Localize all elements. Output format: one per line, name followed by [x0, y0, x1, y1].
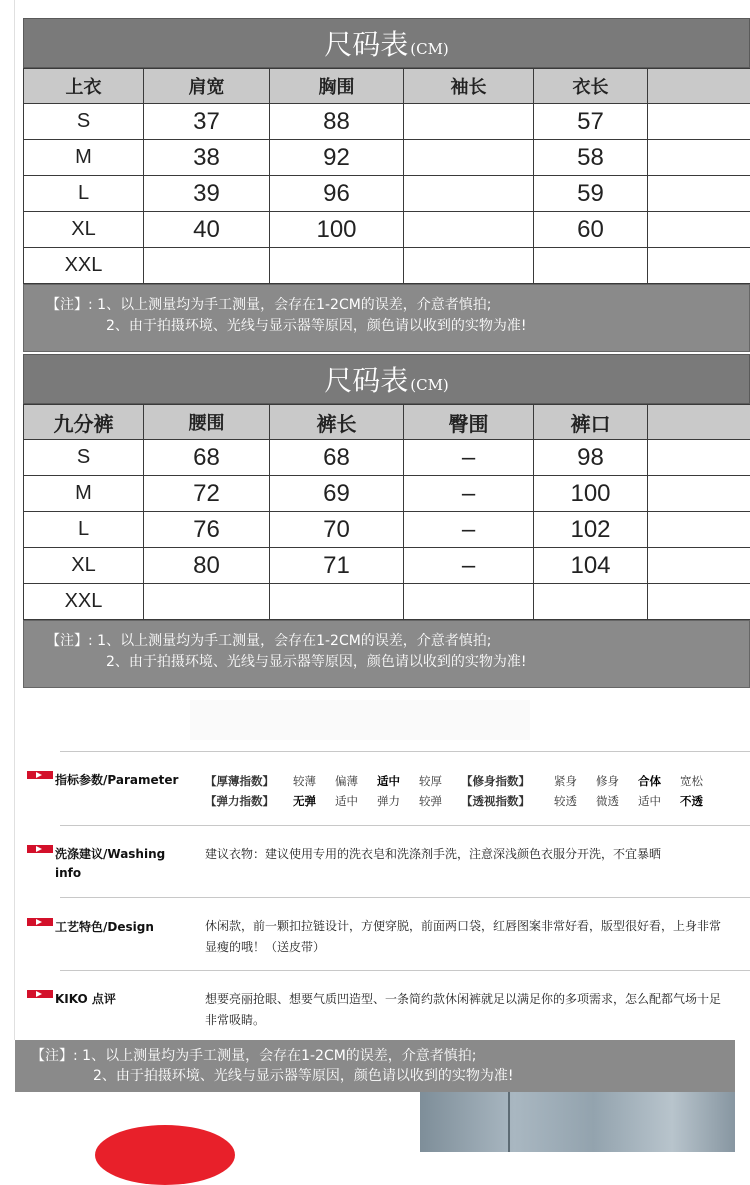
value-cell: [404, 212, 534, 248]
value-cell: [648, 584, 750, 620]
value-cell: [404, 140, 534, 176]
pants-chart-note: [23, 620, 750, 688]
param-item: 【修身指数】: [461, 773, 554, 789]
top-chart-note: [23, 284, 750, 352]
size-cell: XXL: [24, 584, 144, 620]
note-line-2: 2、由于拍摄环境、光线与显示器等原因，颜色请以收到的实物为准!: [46, 652, 749, 673]
value-cell: [648, 176, 750, 212]
washing-text: 建议衣物：建议使用专用的洗衣皂和洗涤剂手洗，注意深浅颜色衣服分开洗，不宜暴晒: [205, 844, 661, 865]
value-cell: [648, 212, 750, 248]
table-row: [24, 512, 750, 548]
table-row: [24, 140, 750, 176]
left-border-line: [14, 0, 15, 1040]
param-item: 适中: [638, 793, 680, 809]
divider-line: [60, 970, 750, 971]
washing-label: [55, 845, 165, 883]
value-cell: [648, 248, 750, 284]
design-text: [205, 916, 745, 958]
header-cell: 臀围: [404, 405, 534, 440]
table-row: [24, 104, 750, 140]
value-cell: [534, 248, 648, 284]
table-row: [24, 476, 750, 512]
param-item: 无弹: [293, 793, 335, 809]
value-cell: 98: [534, 440, 648, 476]
header-cell: 袖长: [404, 69, 534, 104]
pants-chart-title-bar: [23, 354, 750, 404]
param-item: 不透: [680, 793, 720, 809]
washing-label-line-2: info: [55, 864, 165, 883]
param-item: 微透: [596, 793, 638, 809]
value-cell: 59: [534, 176, 648, 212]
washing-label-line-1: 洗涤建议/Washing: [55, 845, 165, 864]
value-cell: [534, 584, 648, 620]
value-cell: 88: [270, 104, 404, 140]
value-cell: 40: [144, 212, 270, 248]
red-lips-graphic: [95, 1125, 235, 1185]
param-item: 弹力: [377, 793, 419, 809]
header-cell: 胸围: [270, 69, 404, 104]
value-cell: 57: [534, 104, 648, 140]
value-cell: 100: [534, 476, 648, 512]
top-size-table: [23, 68, 750, 284]
size-cell: L: [24, 176, 144, 212]
top-chart-unit: (CM): [410, 40, 449, 58]
param-item: 适中: [335, 793, 377, 809]
value-cell: [648, 140, 750, 176]
value-cell: 70: [270, 512, 404, 548]
value-cell: [270, 248, 404, 284]
review-text-line-2: 非常吸睛。: [205, 1010, 745, 1031]
param-item: 【透视指数】: [461, 793, 554, 809]
size-cell: L: [24, 512, 144, 548]
size-cell: M: [24, 476, 144, 512]
parameters-label: 指标参数/Parameter: [55, 771, 178, 790]
header-cell: 腰围: [144, 405, 270, 440]
value-cell: [648, 548, 750, 584]
note-line-1: 【注】: 1、以上测量均为手工测量，会存在1-2CM的误差，介意者慎拍;: [31, 1046, 735, 1066]
value-cell: 37: [144, 104, 270, 140]
red-flag-icon: [27, 845, 53, 853]
header-cell: [648, 69, 750, 104]
pants-size-chart: [23, 354, 750, 688]
value-cell: 92: [270, 140, 404, 176]
parameters-row-1: [205, 773, 720, 789]
header-cell: 衣长: [534, 69, 648, 104]
table-row: [24, 584, 750, 620]
param-item: 修身: [596, 773, 638, 789]
parameters-row-2: [205, 793, 720, 809]
param-item: 较透: [554, 793, 596, 809]
table-header-row: [24, 69, 750, 104]
value-cell: 58: [534, 140, 648, 176]
size-cell: S: [24, 440, 144, 476]
size-cell: XL: [24, 548, 144, 584]
header-cell: [648, 405, 750, 440]
value-cell: 38: [144, 140, 270, 176]
table-row: [24, 440, 750, 476]
divider-line: [60, 897, 750, 898]
denim-seam: [508, 1092, 510, 1152]
table-row: [24, 248, 750, 284]
value-cell: 96: [270, 176, 404, 212]
table-header-row: [24, 405, 750, 440]
value-cell: [144, 584, 270, 620]
value-cell: 69: [270, 476, 404, 512]
value-cell: –: [404, 548, 534, 584]
value-cell: 60: [534, 212, 648, 248]
bottom-note-banner: [15, 1040, 735, 1092]
red-flag-icon: [27, 990, 53, 998]
value-cell: [648, 104, 750, 140]
value-cell: [648, 440, 750, 476]
value-cell: [404, 104, 534, 140]
faint-divider-band: [190, 700, 530, 740]
value-cell: 71: [270, 548, 404, 584]
size-cell: M: [24, 140, 144, 176]
param-item: 较弹: [419, 793, 461, 809]
table-row: [24, 176, 750, 212]
divider-line: [60, 825, 750, 826]
top-chart-title-bar: [23, 18, 750, 68]
review-text: [205, 989, 745, 1031]
value-cell: 80: [144, 548, 270, 584]
value-cell: 39: [144, 176, 270, 212]
value-cell: 104: [534, 548, 648, 584]
param-item: 较薄: [293, 773, 335, 789]
top-chart-title: 尺码表: [324, 23, 408, 63]
table-row: [24, 212, 750, 248]
value-cell: [404, 584, 534, 620]
header-cell: 裤长: [270, 405, 404, 440]
value-cell: [404, 176, 534, 212]
header-cell: 九分裤: [24, 405, 144, 440]
value-cell: 68: [144, 440, 270, 476]
value-cell: 100: [270, 212, 404, 248]
review-text-line-1: 想要亮丽抢眼、想要气质凹造型、一条简约款休闲裤就足以满足你的多项需求，怎么配都气场十足: [205, 989, 745, 1010]
review-label: KIKO 点评: [55, 990, 116, 1009]
value-cell: 68: [270, 440, 404, 476]
header-cell: 上衣: [24, 69, 144, 104]
red-flag-icon: [27, 918, 53, 926]
param-item: 合体: [638, 773, 680, 789]
value-cell: 102: [534, 512, 648, 548]
red-flag-icon: [27, 771, 53, 779]
value-cell: 72: [144, 476, 270, 512]
note-line-2: 2、由于拍摄环境、光线与显示器等原因，颜色请以收到的实物为准!: [46, 316, 749, 337]
value-cell: –: [404, 476, 534, 512]
param-item: 适中: [377, 773, 419, 789]
value-cell: [648, 476, 750, 512]
param-item: 偏薄: [335, 773, 377, 789]
value-cell: [404, 248, 534, 284]
note-line-1: 【注】: 1、以上测量均为手工测量，会存在1-2CM的误差，介意者慎拍;: [46, 631, 749, 652]
pants-size-table: [23, 404, 750, 620]
param-item: 【厚薄指数】: [205, 773, 293, 789]
design-label: 工艺特色/Design: [55, 918, 154, 937]
divider-line: [60, 751, 750, 752]
header-cell: 裤口: [534, 405, 648, 440]
value-cell: [270, 584, 404, 620]
pants-chart-title: 尺码表: [324, 359, 408, 399]
top-size-chart: [23, 18, 750, 352]
note-line-2: 2、由于拍摄环境、光线与显示器等原因，颜色请以收到的实物为准!: [31, 1066, 735, 1086]
value-cell: [648, 512, 750, 548]
table-row: [24, 548, 750, 584]
value-cell: [144, 248, 270, 284]
pants-chart-unit: (CM): [410, 376, 449, 394]
denim-photo: [420, 1092, 735, 1152]
value-cell: –: [404, 440, 534, 476]
value-cell: 76: [144, 512, 270, 548]
size-cell: XXL: [24, 248, 144, 284]
header-cell: 肩宽: [144, 69, 270, 104]
design-text-line-1: 休闲款，前一颗扣拉链设计，方便穿脱，前面两口袋，红唇图案非常好看，版型很好看，上身非常: [205, 916, 745, 937]
size-cell: XL: [24, 212, 144, 248]
param-item: 紧身: [554, 773, 596, 789]
value-cell: –: [404, 512, 534, 548]
param-item: 宽松: [680, 773, 720, 789]
design-text-line-2: 显瘦的哦！（送皮带）: [205, 937, 745, 958]
param-item: 较厚: [419, 773, 461, 789]
size-cell: S: [24, 104, 144, 140]
note-line-1: 【注】: 1、以上测量均为手工测量，会存在1-2CM的误差，介意者慎拍;: [46, 295, 749, 316]
param-item: 【弹力指数】: [205, 793, 293, 809]
